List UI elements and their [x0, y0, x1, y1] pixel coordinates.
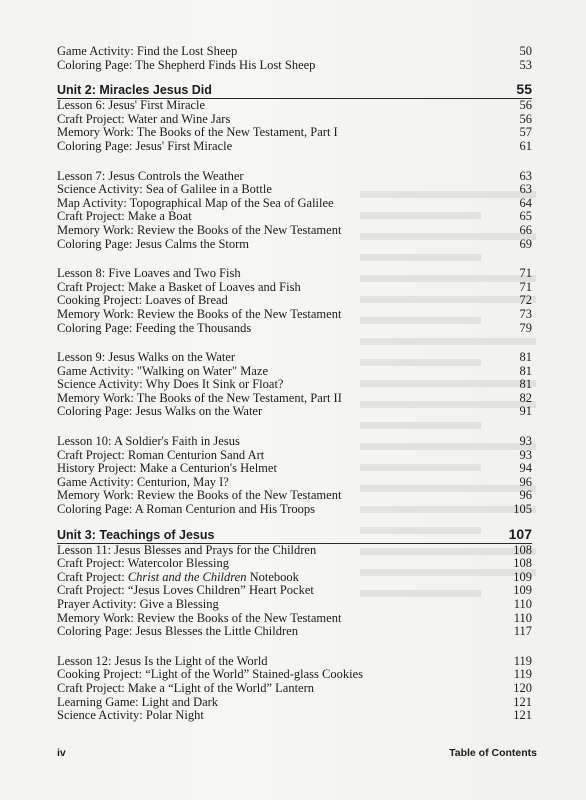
toc-entry-title: Game Activity: Centurion, May I?: [57, 474, 229, 489]
toc-entry: [57, 45, 532, 59]
footer-section-title: Table of Contents: [449, 747, 537, 759]
toc-entry-page: 56: [519, 111, 532, 126]
toc-entry-title: Lesson 9: Jesus Walks on the Water: [57, 350, 236, 365]
toc-entry: [57, 655, 532, 669]
toc-entry-title: Science Activity: Polar Night: [57, 708, 204, 723]
toc-entry: [57, 571, 532, 585]
unit-page: 107: [508, 525, 532, 542]
toc-entry: [57, 238, 532, 252]
toc-entry: [57, 489, 532, 503]
toc-entry: [57, 267, 532, 281]
toc-entry-title: Science Activity: Sea of Galilee in a Bottle: [57, 182, 272, 197]
toc-entry-page: 91: [519, 404, 532, 419]
toc-entry: [57, 625, 532, 639]
toc-entry: [57, 696, 532, 710]
toc-entry: [57, 449, 532, 463]
toc-entry-page: 105: [513, 502, 532, 517]
toc-entry-title: History Project: Make a Centurion's Helmet: [57, 461, 277, 476]
toc-entry-page: 69: [519, 236, 532, 251]
toc-entry-page: 71: [519, 279, 532, 294]
book-title-italic: Christ and the Children: [127, 569, 247, 584]
toc-entry-title: Coloring Page: Jesus Blesses the Little Children: [57, 624, 298, 639]
toc-entry-page: 79: [519, 320, 532, 335]
toc-entry-page: 110: [513, 610, 532, 625]
toc-entry-page: 96: [519, 474, 532, 489]
toc-entry-title: Cooking Project: Loaves of Bread: [57, 293, 228, 308]
toc-entry-page: 119: [513, 667, 532, 682]
toc-entry: [57, 183, 532, 197]
toc-entry-page: 109: [513, 569, 532, 584]
toc-entry: [57, 224, 532, 238]
toc-entry-title: Craft Project: Roman Centurion Sand Art: [57, 447, 265, 462]
toc-entry-title: Lesson 11: Jesus Blesses and Prays for the Children: [57, 542, 317, 557]
toc-entry-title: Coloring Page: The Shepherd Finds His Lost Sheep: [57, 57, 316, 72]
toc-entry-page: 121: [513, 694, 532, 709]
toc-entry: [57, 365, 532, 379]
toc-entry: [57, 612, 532, 626]
toc-entry: [57, 435, 532, 449]
toc-entry: [57, 598, 532, 612]
toc-entry-title: Craft Project: Christ and the Children Notebook: [57, 569, 299, 584]
toc-entry-page: 121: [513, 708, 532, 723]
toc-entry-page: 81: [519, 363, 532, 378]
toc-entry: [57, 126, 532, 140]
toc-entry-title: Coloring Page: A Roman Centurion and His Troops: [57, 502, 316, 517]
toc-entry-page: 108: [513, 556, 532, 571]
toc-entry: [57, 113, 532, 127]
toc-entry-page: 63: [519, 168, 532, 183]
toc-entry: [57, 544, 532, 558]
toc-entry: [57, 378, 532, 392]
toc-entry: [57, 281, 532, 295]
toc-entry-page: 63: [519, 182, 532, 197]
toc-entry: [57, 210, 532, 224]
toc-entry-page: 72: [519, 293, 532, 308]
toc-entry-page: 61: [519, 138, 532, 153]
toc-entry: [57, 140, 532, 154]
toc-entry: [57, 99, 532, 113]
toc-entry: [57, 308, 532, 322]
toc-entry: [57, 584, 532, 598]
toc-entry-title: Memory Work: The Books of the New Testament, Part I: [57, 125, 338, 140]
toc-entry-page: 81: [519, 350, 532, 365]
toc-entry-title: Lesson 8: Five Loaves and Two Fish: [57, 266, 241, 281]
toc-entry-title: Coloring Page: Feeding the Thousands: [57, 320, 252, 335]
toc-entry-page: 94: [519, 461, 532, 476]
toc-entry-page: 110: [513, 597, 532, 611]
toc-entry-title: Coloring Page: Jesus' First Miracle: [57, 138, 233, 153]
toc-entry-title: Memory Work: Review the Books of the New Testament: [57, 488, 342, 503]
toc-entry-title: Craft Project: Make a “Light of the World” Lantern: [57, 680, 315, 695]
toc-entry-title: Game Activity: Find the Lost Sheep: [57, 44, 238, 58]
toc-entry-title: Coloring Page: Jesus Walks on the Water: [57, 404, 263, 419]
unit-page: 55: [516, 81, 532, 98]
toc-entry: [57, 668, 532, 682]
page-footer: [57, 747, 537, 759]
toc-entry-title: Craft Project: “Jesus Loves Children” Heart Pocket: [57, 583, 314, 598]
toc-entry: [57, 170, 532, 184]
toc-entry: [57, 392, 532, 406]
unit-title: Unit 3: Teachings of Jesus: [57, 527, 215, 542]
toc-entry-title: Craft Project: Make a Basket of Loaves and Fish: [57, 279, 301, 294]
toc-entry-title: Memory Work: Review the Books of the New Testament: [57, 306, 342, 321]
toc-entry-page: 53: [519, 57, 532, 72]
toc-entry: [57, 322, 532, 336]
toc-entry-title: Coloring Page: Jesus Calms the Storm: [57, 236, 250, 251]
toc-entry: [57, 476, 532, 490]
toc-entry-title: Cooking Project: “Light of the World” Stained-glass Cookies: [57, 667, 364, 682]
toc-entry-page: 73: [519, 306, 532, 321]
toc-entry-page: 120: [513, 680, 532, 695]
toc-entry-title: Lesson 12: Jesus Is the Light of the World: [57, 653, 268, 668]
toc-entry-title: Prayer Activity: Give a Blessing: [57, 597, 219, 611]
toc-entry-page: 71: [519, 266, 532, 281]
toc-entry-title: Science Activity: Why Does It Sink or Float?: [57, 377, 284, 392]
toc-entry-page: 66: [519, 222, 532, 237]
toc-entry-page: 93: [519, 434, 532, 449]
toc-entry-title: Lesson 10: A Soldier's Faith in Jesus: [57, 434, 240, 449]
toc-entry-title: Craft Project: Make a Boat: [57, 209, 192, 224]
toc-entry: [57, 682, 532, 696]
toc-entry-title: Craft Project: Water and Wine Jars: [57, 111, 231, 126]
toc-entry-page: 64: [519, 195, 532, 210]
toc-entry-page: 57: [519, 125, 532, 140]
toc-entry-title: Memory Work: Review the Books of the New Testament: [57, 222, 342, 237]
toc-entry: [57, 197, 532, 211]
toc-entry-title: Lesson 7: Jesus Controls the Weather: [57, 168, 244, 183]
toc-entry-page: 108: [513, 542, 532, 557]
toc-entry-title: Game Activity: "Walking on Water" Maze: [57, 363, 269, 378]
toc-entry-title: Memory Work: Review the Books of the New Testament: [57, 610, 342, 625]
toc-entry-title: Craft Project: Watercolor Blessing: [57, 556, 229, 571]
toc-entry: [57, 557, 532, 571]
toc-entry-title: Map Activity: Topographical Map of the Sea of Galilee: [57, 195, 334, 210]
toc-entry: [57, 462, 532, 476]
unit-heading: [57, 527, 532, 542]
toc-entry-title: Learning Game: Light and Dark: [57, 694, 219, 709]
toc-entry-page: 119: [513, 653, 532, 668]
toc-entry: [57, 503, 532, 517]
table-of-contents: [57, 45, 532, 723]
toc-entry-page: 109: [513, 583, 532, 598]
toc-entry: [57, 294, 532, 308]
toc-entry-title: Lesson 6: Jesus' First Miracle: [57, 98, 206, 113]
toc-entry-page: 65: [519, 209, 532, 224]
toc-entry-page: 50: [519, 44, 532, 58]
toc-entry-title: Memory Work: The Books of the New Testament, Part II: [57, 390, 342, 405]
toc-entry: [57, 351, 532, 365]
unit-heading: [57, 82, 532, 97]
toc-entry: [57, 405, 532, 419]
toc-entry-page: 96: [519, 488, 532, 503]
footer-page-number: iv: [57, 747, 66, 759]
unit-title: Unit 2: Miracles Jesus Did: [57, 83, 212, 98]
toc-entry-page: 117: [513, 624, 532, 639]
toc-entry: [57, 59, 532, 73]
toc-entry-page: 93: [519, 447, 532, 462]
toc-entry: [57, 709, 532, 723]
toc-entry-page: 81: [519, 377, 532, 392]
toc-entry-page: 82: [519, 390, 532, 405]
toc-entry-page: 56: [519, 98, 532, 113]
